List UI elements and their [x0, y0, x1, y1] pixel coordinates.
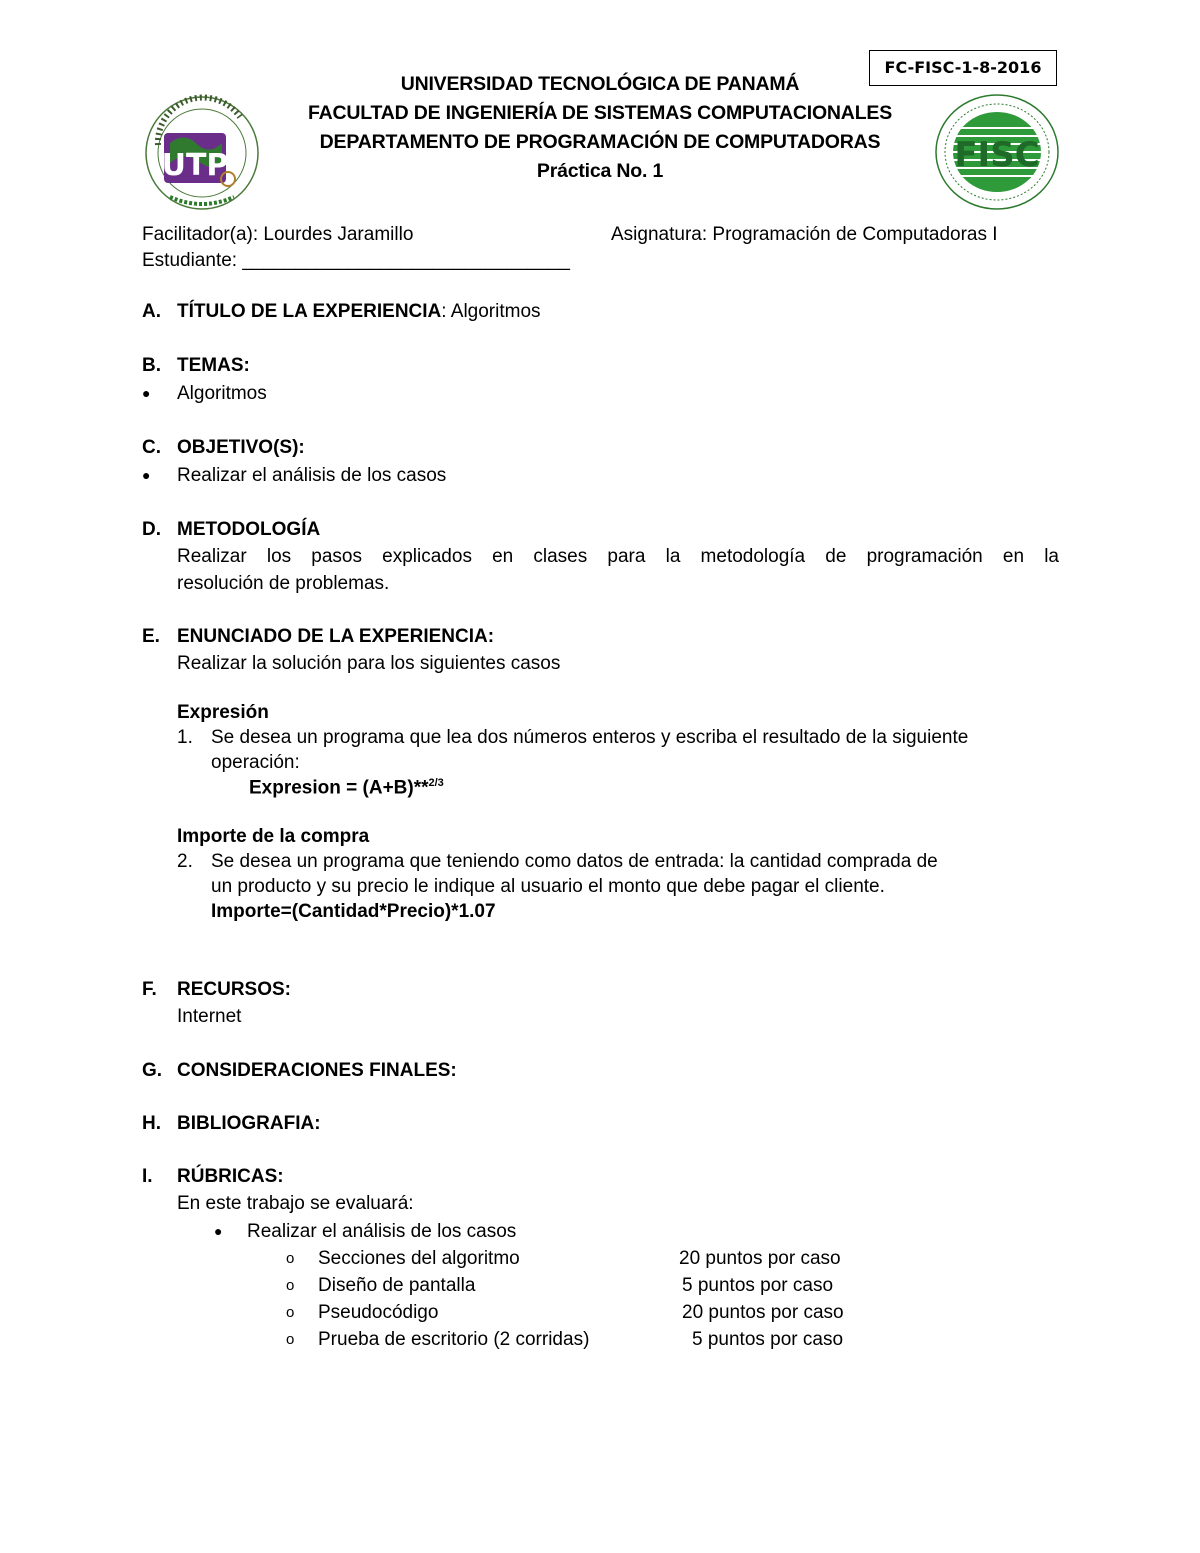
faculty-name: FACULTAD DE INGENIERÍA DE SISTEMAS COMPUTACIONALES	[307, 102, 893, 124]
case1-heading: Expresión	[177, 702, 269, 723]
section-d-title: METODOLOGÍA	[177, 519, 321, 540]
metodologia-line-2: resolución de problemas.	[177, 573, 390, 594]
rubric-points: 20 puntos por caso	[682, 1302, 844, 1323]
section-g-title: CONSIDERACIONES FINALES:	[177, 1060, 457, 1081]
case2-line-1: Se desea un programa que teniendo como datos de entrada: la cantidad comprada de	[211, 851, 938, 872]
document-code: FC-FISC-1-8-2016	[869, 50, 1057, 86]
case1-line-2: operación:	[211, 752, 300, 773]
utp-logo-text: UTP	[161, 148, 229, 183]
fisc-logo-text: FISC	[954, 135, 1040, 175]
circle-bullet-icon: o	[286, 1331, 295, 1348]
section-a-value: : Algoritmos	[441, 301, 541, 322]
section-a-title: TÍTULO DE LA EXPERIENCIA	[177, 301, 442, 322]
fisc-logo	[932, 92, 1062, 212]
section-h-letter: H.	[142, 1113, 161, 1134]
circle-bullet-icon: o	[286, 1304, 295, 1321]
rubric-name: Diseño de pantalla	[318, 1275, 476, 1296]
metodologia-line-1: Realizar los pasos explicados en clases para la metodología de programación en la	[177, 546, 1059, 567]
case2-line-2: un producto y su precio le indique al usuario el monto que debe pagar el cliente.	[211, 876, 885, 897]
circle-bullet-icon: o	[286, 1250, 295, 1267]
utp-logo	[140, 93, 265, 213]
section-i-title: RÚBRICAS:	[177, 1166, 284, 1187]
rubric-points: 5 puntos por caso	[692, 1329, 844, 1350]
section-a-letter: A.	[142, 301, 161, 322]
facilitador: Facilitador(a): Lourdes Jaramillo	[142, 224, 414, 245]
recursos-value: Internet	[177, 1006, 242, 1027]
rubricas-intro: En este trabajo se evaluará:	[177, 1193, 414, 1214]
section-a-heading	[177, 301, 541, 323]
section-e-letter: E.	[142, 626, 160, 647]
bullet-icon: ●	[142, 385, 151, 401]
rubric-name: Prueba de escritorio (2 corridas)	[318, 1329, 590, 1350]
section-h-title: BIBLIOGRAFIA:	[177, 1113, 321, 1134]
section-i-letter: I.	[142, 1166, 153, 1187]
university-name: UNIVERSIDAD TECNOLÓGICA DE PANAMÁ	[400, 73, 800, 95]
section-f-title: RECURSOS:	[177, 979, 292, 1000]
section-c-letter: C.	[142, 437, 161, 458]
case2-number: 2.	[177, 851, 193, 872]
rubric-name: Secciones del algoritmo	[318, 1248, 520, 1269]
section-g-letter: G.	[142, 1060, 163, 1081]
section-e-title: ENUNCIADO DE LA EXPERIENCIA:	[177, 626, 495, 647]
section-c-title: OBJETIVO(S):	[177, 437, 305, 458]
practice-title: Práctica No. 1	[536, 160, 664, 182]
rubricas-item: Realizar el análisis de los casos	[247, 1221, 517, 1242]
estudiante: Estudiante: _______________________________	[142, 250, 570, 271]
section-b-letter: B.	[142, 355, 161, 376]
enunciado-intro: Realizar la solución para los siguientes casos	[177, 653, 561, 674]
case1-line-1: Se desea un programa que lea dos números enteros y escriba el resultado de la siguiente	[211, 727, 969, 748]
bullet-icon: ●	[142, 467, 151, 483]
bullet-icon: ●	[214, 1223, 223, 1239]
case1-formula	[249, 777, 444, 799]
section-d-letter: D.	[142, 519, 161, 540]
section-f-letter: F.	[142, 979, 157, 1000]
asignatura: Asignatura: Programación de Computadoras I	[611, 224, 998, 245]
case2-heading: Importe de la compra	[177, 826, 370, 847]
temas-item: Algoritmos	[177, 383, 267, 404]
section-b-title: TEMAS:	[177, 355, 250, 376]
objetivo-item: Realizar el análisis de los casos	[177, 465, 447, 486]
case1-formula-base: Expresion = (A+B)**	[249, 777, 429, 799]
case1-formula-exponent: 2/3	[428, 777, 444, 789]
department-name: DEPARTAMENTO DE PROGRAMACIÓN DE COMPUTADORAS	[319, 131, 881, 153]
rubric-name: Pseudocódigo	[318, 1302, 439, 1323]
case2-formula: Importe=(Cantidad*Precio)*1.07	[211, 901, 496, 922]
rubric-points: 5 puntos por caso	[682, 1275, 834, 1296]
circle-bullet-icon: o	[286, 1277, 295, 1294]
case1-number: 1.	[177, 727, 193, 748]
rubric-points: 20 puntos por caso	[679, 1248, 841, 1269]
